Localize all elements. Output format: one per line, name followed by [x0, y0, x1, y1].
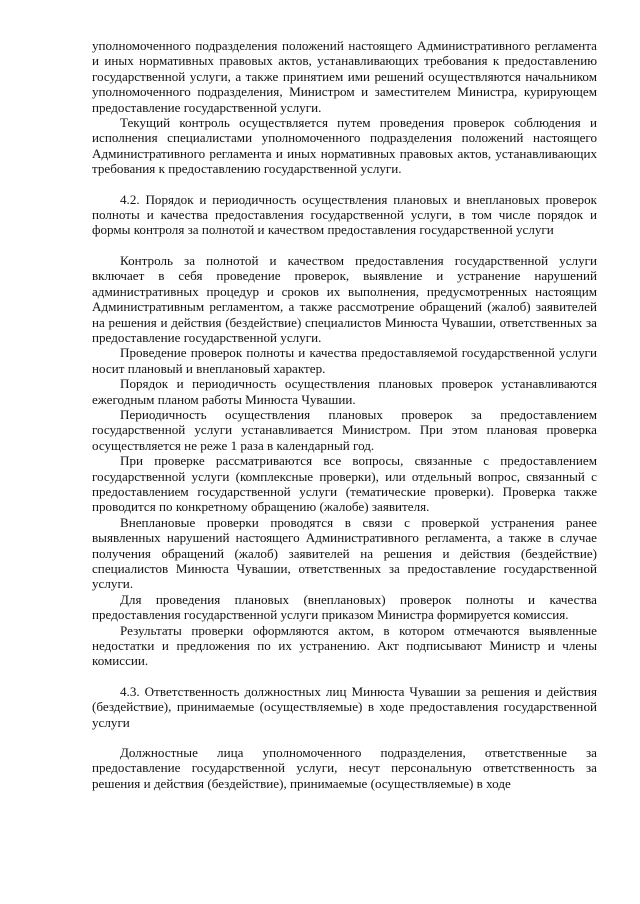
paragraph-check-results: Результаты проверки оформляются актом, в котором отмечаются выявленные недостатки и предложения по их устранению. Акт подписывают Министр и члены комиссии. [92, 622, 597, 669]
paragraph-current-control: Текущий контроль осуществляется путем проведения проверок соблюдения и исполнения специалистами уполномоченного подразделения положений настоящего Административного регламента и иных нормативных правовых актов, устанавливающих требования к предоставлению государственной услуги. [92, 115, 597, 177]
section-heading-4-2: 4.2. Порядок и периодичность осуществления плановых и внеплановых проверок полноты и качества предоставления государственной услуги, в том числе порядок и формы контроля за полнотой и качеством предоставления государственной услуги [92, 191, 597, 238]
paragraph-unscheduled-checks: Внеплановые проверки проводятся в связи с проверкой устранения ранее выявленных нарушений настоящего Административного регламента, а также в случае получения обращений (жалоб) заявителей на решения и действия (бездействие) специалистов Минюста Чувашии, ответственных за предоставление государственной услуги. [92, 514, 597, 592]
paragraph-check-periodicity: Периодичность осуществления плановых проверок за предоставлением государственной услуги устанавливается Министром. При этом плановая проверка осуществляется не реже 1 раза в календарный год. [92, 406, 597, 453]
document-body [92, 38, 597, 791]
paragraph-officials-responsibility: Должностные лица уполномоченного подразделения, ответственные за предоставление государственной услуги, несут персональную ответственность за решения и действия (бездействие), принимаемые (осуществляемые) в ходе [92, 745, 597, 791]
paragraph-check-types: Проведение проверок полноты и качества предоставляемой государственной услуги носит плановый и внеплановый характер. [92, 345, 597, 376]
paragraph-continuation: уполномоченного подразделения положений настоящего Административного регламента и иных нормативных правовых актов, устанавливающих требования к предоставлению государственной услуги, а также принятием ими решений осуществляются начальником уполномоченного подразделения, Министром и заместителем Министра, курирующем предоставление государственной услуги. [92, 38, 597, 115]
paragraph-check-issues: При проверке рассматриваются все вопросы, связанные с предоставлением государственной услуги (комплексные проверки), или отдельный вопрос, связанный с предоставлением государственной услуги (тематические проверки). Проверка также проводится по конкретному обращению (жалобе) заявителя. [92, 453, 597, 515]
section-heading-4-3: 4.3. Ответственность должностных лиц Минюста Чувашии за решения и действия (бездействие), принимаемые (осуществляемые) в ходе предоставления государственной услуги [92, 683, 597, 730]
paragraph-commission: Для проведения плановых (внеплановых) проверок полноты и качества предоставления государственной услуги приказом Министра формируется комиссия. [92, 591, 597, 623]
paragraph-check-schedule: Порядок и периодичность осуществления плановых проверок устанавливаются ежегодным планом работы Минюста Чувашии. [92, 376, 597, 407]
paragraph-control-scope: Контроль за полнотой и качеством предоставления государственной услуги включает в себя проведение проверок, выявление и устранение нарушений административных процедур и сроков их выполнения, предусмотренных настоящим Административным регламентом, а также рассмотрение обращений (жалоб) заявителей на решения и действия (бездействие) специалистов Минюста Чувашии, ответственных за предоставление государственной услуги. [92, 252, 597, 345]
